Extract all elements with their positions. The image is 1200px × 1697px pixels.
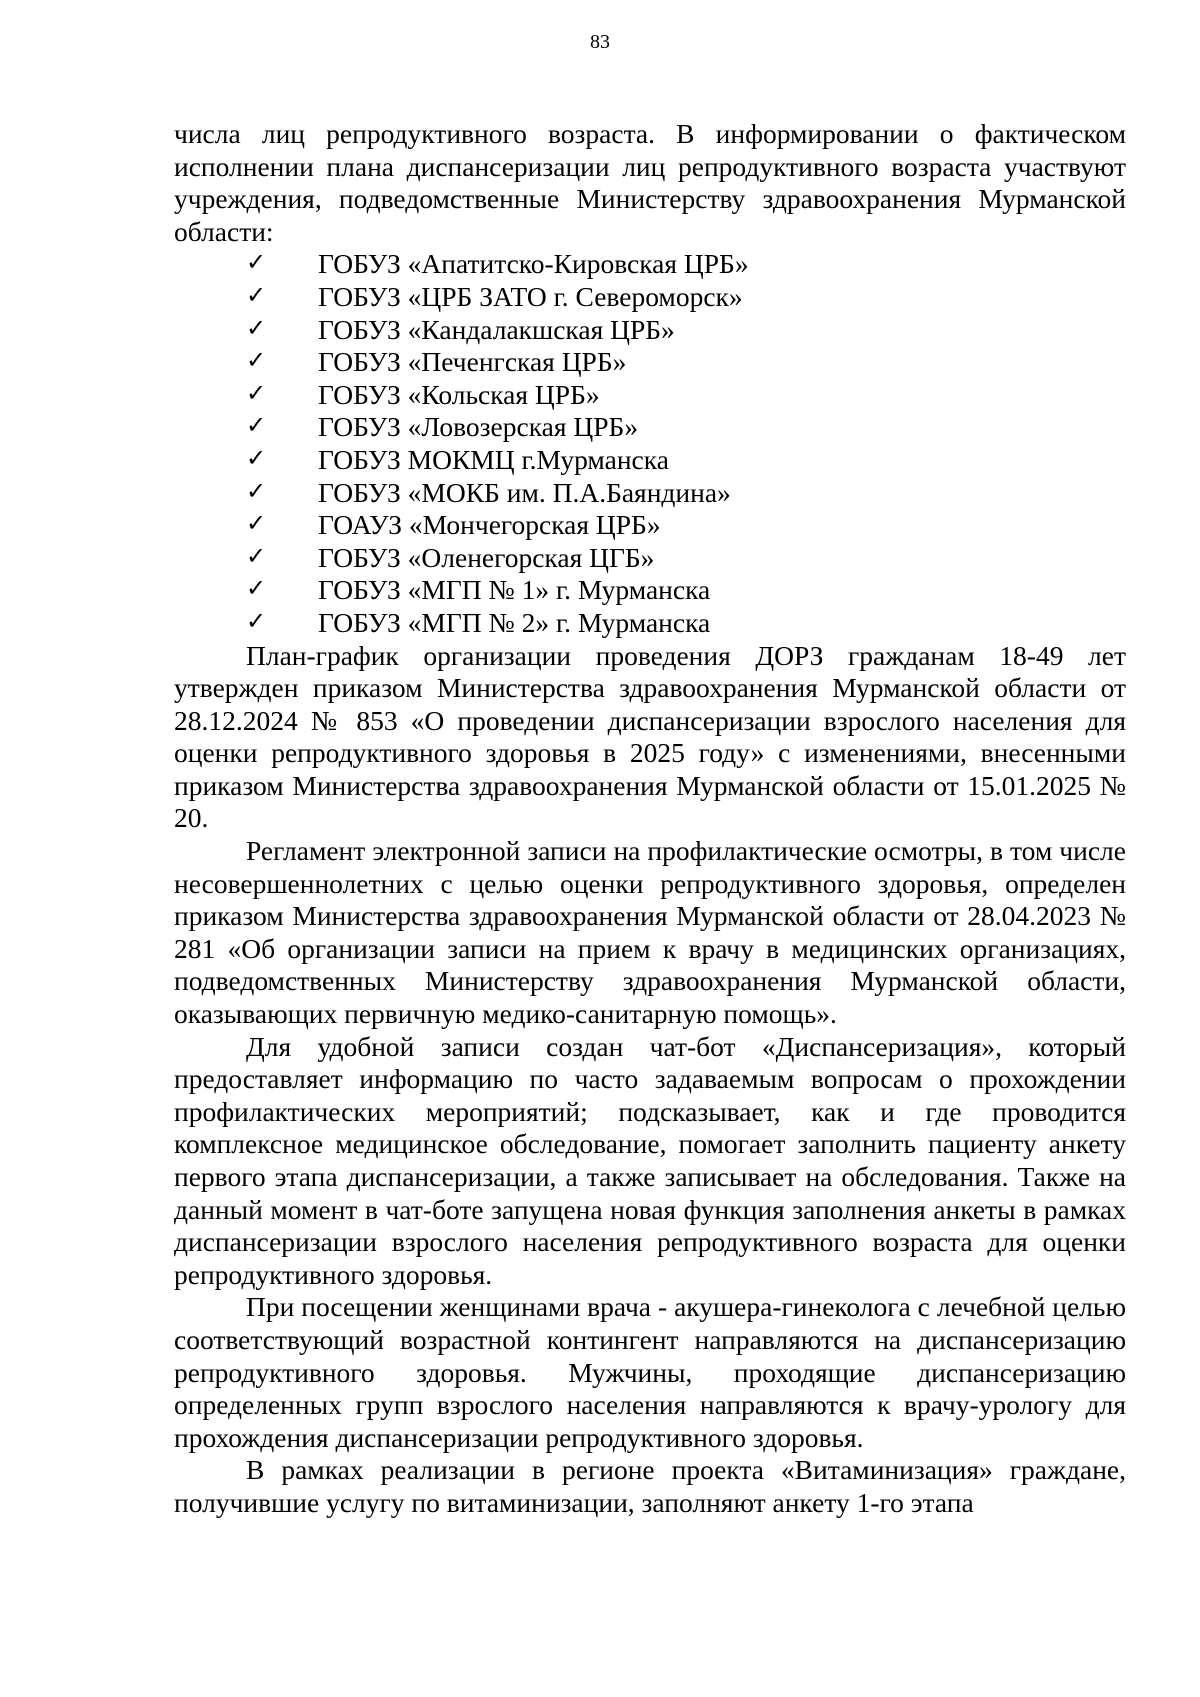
checkmark-icon: ✓ bbox=[246, 346, 267, 375]
checkmark-icon: ✓ bbox=[246, 606, 267, 635]
checkmark-icon: ✓ bbox=[246, 313, 267, 342]
institution-name: ГОБУЗ «ЦРБ ЗАТО г. Североморск» bbox=[318, 280, 743, 312]
list-item bbox=[174, 574, 1126, 607]
paragraph-chat-bot: Для удобной записи создан чат-бот «Диспансеризация», который предоставляет информацию по часто задаваемым вопросам о прохождении профилактических мероприятий; подсказывает, как и где проводится комплексное медицинское обследование, помогает заполнить пациенту анкету первого этапа диспансеризации, а также записывает на обследования. Также на данный момент в чат-боте запущена новая функция заполнения анкеты в рамках диспансеризации взрослого населения репродуктивного возраста для оценки репродуктивного здоровья. bbox=[174, 1030, 1126, 1290]
institution-name: ГОБУЗ «Печенгская ЦРБ» bbox=[318, 346, 627, 378]
list-item bbox=[174, 248, 1126, 281]
checkmark-icon: ✓ bbox=[246, 280, 267, 309]
institution-name: ГОБУЗ «Апатитско-Кировская ЦРБ» bbox=[318, 248, 749, 280]
list-item bbox=[174, 509, 1126, 542]
institution-name: ГОБУЗ «МГП № 1» г. Мурманска bbox=[318, 574, 711, 606]
checkmark-icon: ✓ bbox=[246, 443, 267, 472]
list-item bbox=[174, 607, 1126, 640]
page-number: 83 bbox=[590, 31, 610, 53]
list-item bbox=[174, 379, 1126, 412]
checkmark-icon: ✓ bbox=[246, 411, 267, 440]
checkmark-icon: ✓ bbox=[246, 509, 267, 538]
list-item bbox=[174, 411, 1126, 444]
checkmark-icon: ✓ bbox=[246, 476, 267, 505]
checkmark-icon: ✓ bbox=[246, 378, 267, 407]
intro-paragraph: числа лиц репродуктивного возраста. В информировании о фактическом исполнении плана диспансеризации лиц репродуктивного возраста участвуют учреждения, подведомственные Министерству здравоохранения Мурманской области: bbox=[174, 118, 1126, 247]
list-item bbox=[174, 444, 1126, 477]
list-item bbox=[174, 281, 1126, 314]
paragraph-plan-schedule: План-график организации проведения ДОРЗ гражданам 18-49 лет утвержден приказом Министерства здравоохранения Мурманской области от 28.12.2024 № 853 «О проведении диспансеризации взрослого населения для оценки репродуктивного здоровья в 2025 году» с изменениями, внесенными приказом Министерства здравоохранения Мурманской области от 15.01.2025 № 20. bbox=[174, 639, 1126, 834]
paragraph-vitaminization: В рамках реализации в регионе проекта «Витаминизация» граждане, получившие услугу по витаминизации, заполняют анкету 1-го этапа bbox=[174, 1454, 1126, 1518]
checkmark-icon: ✓ bbox=[246, 574, 267, 603]
paragraph-electronic-registration: Регламент электронной записи на профилактические осмотры, в том числе несовершеннолетних с целью оценки репродуктивного здоровья, определен приказом Министерства здравоохранения Мурманской области от 28.04.2023 № 281 «Об организации записи на прием к врачу в медицинских организациях, подведомственных Министерству здравоохранения Мурманской области, оказывающих первичную медико-санитарную помощь». bbox=[174, 835, 1126, 1030]
paragraph-referral: При посещении женщинами врача - акушера-гинеколога с лечебной целью соответствующий возрастной контингент направляются на диспансеризацию репродуктивного здоровья. Мужчины, проходящие диспансеризацию определенных групп взрослого населения направляются к врачу-урологу для прохождения диспансеризации репродуктивного здоровья. bbox=[174, 1291, 1126, 1453]
checkmark-icon: ✓ bbox=[246, 541, 267, 570]
list-item bbox=[174, 346, 1126, 379]
list-item bbox=[174, 314, 1126, 347]
checkmark-icon: ✓ bbox=[246, 248, 267, 277]
institution-name: ГОАУЗ «Мончегорская ЦРБ» bbox=[318, 509, 661, 541]
institution-name: ГОБУЗ «Оленегорская ЦГБ» bbox=[318, 541, 655, 573]
institution-list bbox=[174, 248, 1126, 639]
document-body bbox=[174, 118, 1126, 1520]
institution-name: ГОБУЗ «МОКБ им. П.А.Баяндина» bbox=[318, 476, 731, 508]
list-item bbox=[174, 542, 1126, 575]
institution-name: ГОБУЗ «Ловозерская ЦРБ» bbox=[318, 411, 639, 443]
institution-name: ГОБУЗ «МГП № 2» г. Мурманска bbox=[318, 606, 711, 638]
institution-name: ГОБУЗ «Кольская ЦРБ» bbox=[318, 378, 600, 410]
list-item bbox=[174, 477, 1126, 510]
institution-name: ГОБУЗ МОКМЦ г.Мурманска bbox=[318, 443, 669, 475]
institution-name: ГОБУЗ «Кандалакшская ЦРБ» bbox=[318, 313, 675, 345]
